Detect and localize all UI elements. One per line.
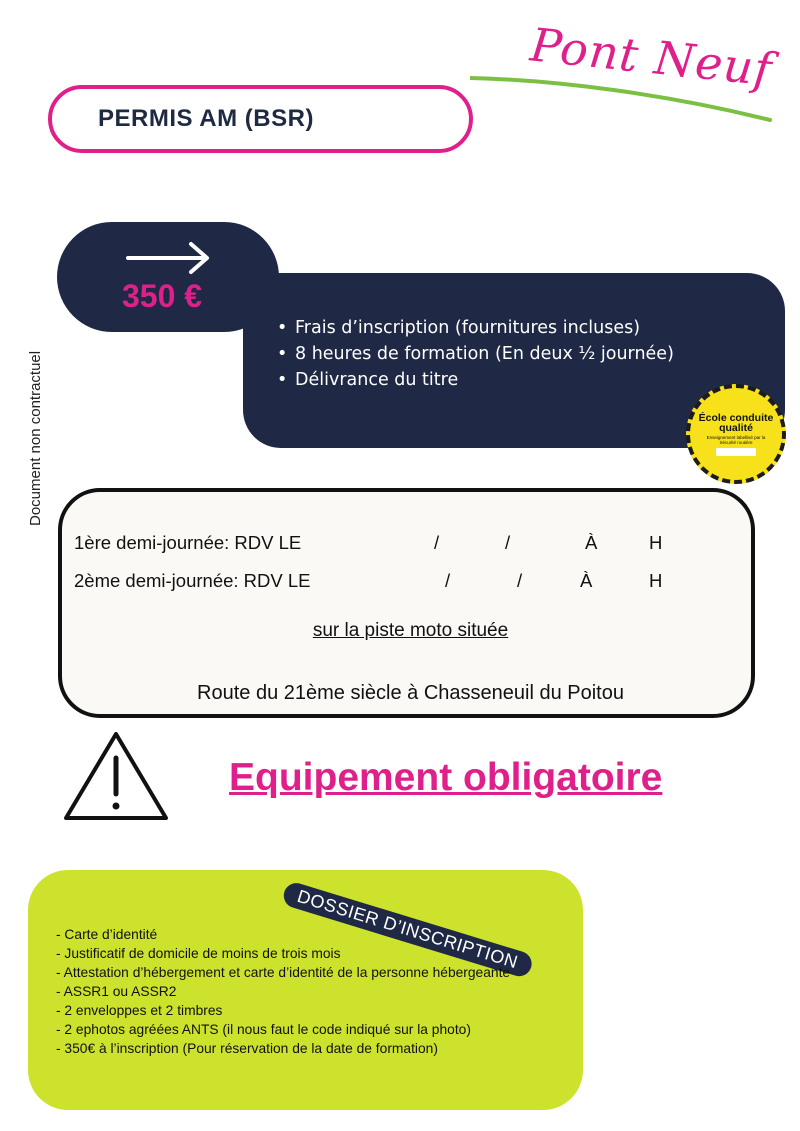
- dossier-item: - Justificatif de domicile de moins de trois mois: [56, 946, 341, 961]
- dossier-item: - 350€ à l’inscription (Pour réservation de la date de formation): [56, 1041, 438, 1056]
- badge-subtitle: Enseignement labellisé par la Sécurité routière: [706, 434, 766, 445]
- dossier-list: [56, 925, 510, 1058]
- time-suffix: H: [649, 570, 663, 591]
- date-separator: /: [505, 532, 511, 553]
- pricing-item: • Délivrance du titre: [275, 367, 674, 393]
- appointment-line-1-label: 1ère demi-journée: RDV LE: [74, 532, 302, 553]
- dossier-item: - ASSR1 ou ASSR2: [56, 984, 177, 999]
- date-separator: /: [434, 532, 440, 553]
- date-separator: /: [517, 570, 523, 591]
- time-prefix: À: [585, 532, 598, 553]
- dossier-label: DOSSIER D’INSCRIPTION: [281, 880, 535, 979]
- location-address: Route du 21ème siècle à Chasseneuil du Poitou: [197, 682, 624, 704]
- appointment-box: [58, 488, 755, 718]
- pricing-list: [275, 315, 674, 393]
- pricing-item: • 8 heures de formation (En deux ½ journée): [275, 341, 674, 367]
- logo-text: Pont Neuf: [527, 17, 775, 97]
- pont-neuf-logo: [470, 17, 790, 130]
- arrow-right-icon: [125, 240, 215, 276]
- quality-badge: [686, 384, 786, 484]
- dossier-item: - 2 ephotos agréées ANTS (il nous faut le code indiqué sur la photo): [56, 1022, 471, 1037]
- page-title: PERMIS AM (BSR): [98, 105, 314, 132]
- date-separator: /: [445, 570, 451, 591]
- pricing-item: • Frais d’inscription (fournitures incluses): [275, 315, 674, 341]
- time-prefix: À: [580, 570, 593, 591]
- dossier-item: - Attestation d’hébergement et carte d’identité de la personne hébergeante: [56, 965, 511, 980]
- side-note: Document non contractuel: [27, 350, 44, 526]
- dossier-item: - Carte d’identité: [56, 927, 158, 942]
- price-pill: [57, 222, 279, 332]
- location-intro: sur la piste moto située: [312, 620, 509, 641]
- badge-title: École conduite qualité: [698, 411, 774, 434]
- badge-logo-strip: [716, 448, 756, 456]
- price-value: 350 €: [122, 278, 203, 314]
- appointment-line-2-label: 2ème demi-journée: RDV LE: [74, 570, 311, 591]
- title-pill: [48, 85, 473, 153]
- warning-triangle-icon: [62, 728, 170, 824]
- dossier-item: - 2 enveloppes et 2 timbres: [56, 1003, 223, 1018]
- time-suffix: H: [649, 532, 663, 553]
- equipment-heading: Equipement obligatoire: [229, 756, 663, 799]
